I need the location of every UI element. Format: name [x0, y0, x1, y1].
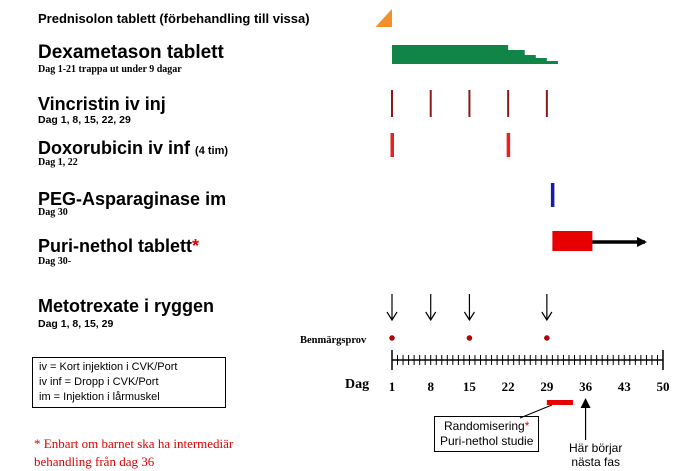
next-phase-line-1: Här börjar — [569, 441, 623, 455]
prednisolon-label: Prednisolon tablett (förbehandling till vissa) — [38, 11, 310, 26]
bone-marrow-sample-3 — [544, 336, 549, 341]
tick-label-29: 29 — [540, 379, 554, 394]
tick-label-50: 50 — [656, 379, 670, 394]
bone-marrow-label: Benmärgsprov — [300, 335, 367, 346]
purinethol-name: Puri-nethol tablett — [38, 236, 192, 256]
footnote — [34, 435, 233, 471]
next-phase-label — [569, 441, 622, 469]
tick-label-1: 1 — [388, 379, 396, 394]
legend-item-iv: iv = Kort injektion i CVK/Port — [39, 361, 178, 373]
doxorubicin-name: Doxorubicin iv inf — [38, 138, 191, 158]
randomization-title: Randomisering — [444, 419, 525, 433]
next-phase-arrow-head — [581, 398, 591, 408]
tick-label-36: 36 — [579, 379, 593, 394]
doxorubicin-dose-2 — [507, 133, 511, 157]
purinethol-bar — [552, 231, 592, 251]
dexametason-bar — [392, 45, 558, 64]
randomization-asterisk: * — [524, 419, 530, 433]
randomization-box — [434, 416, 539, 452]
tick-label-22: 22 — [501, 379, 515, 394]
dexametason-label: Dexametason tablett — [38, 42, 224, 63]
asparaginase-label: PEG-Asparaginase im — [38, 189, 227, 209]
metotrexate-detail: Dag 1, 8, 15, 29 — [38, 318, 114, 330]
dexametason-detail: Dag 1-21 trappa ut under 9 dagar — [38, 64, 182, 75]
tick-label-43: 43 — [617, 379, 631, 394]
purinethol-asterisk: * — [192, 236, 200, 256]
abbreviation-legend — [32, 357, 226, 408]
tick-label-15: 15 — [462, 379, 476, 394]
tick-label-8: 8 — [427, 379, 434, 394]
bone-marrow-sample-1 — [390, 336, 395, 341]
doxorubicin-dose-1 — [391, 133, 395, 157]
vincristin-label: Vincristin iv inj — [38, 94, 166, 114]
doxorubicin-detail: Dag 1, 22 — [38, 157, 78, 168]
vincristin-detail: Dag 1, 8, 15, 22, 29 — [38, 114, 131, 126]
metotrexate-label: Metotrexate i ryggen — [38, 296, 215, 316]
bone-marrow-sample-2 — [467, 336, 472, 341]
purinethol-detail: Dag 30- — [38, 256, 72, 267]
asparaginase-dose-1 — [551, 183, 555, 207]
randomization-subtitle: Puri-nethol studie — [440, 434, 534, 448]
axis-label: Dag — [345, 377, 370, 392]
doxorubicin-duration: (4 tim) — [195, 145, 229, 157]
randomization-period-bar — [547, 400, 573, 405]
asparaginase-detail: Dag 30 — [38, 207, 68, 218]
footnote-line-2: behandling från dag 36 — [34, 454, 155, 469]
legend-item-iv-inf: iv inf = Dropp i CVK/Port — [39, 376, 159, 388]
prednisolon-triangle — [375, 9, 392, 27]
legend-item-im: im = Injektion i lårmuskel — [39, 391, 160, 403]
footnote-line-1: * Enbart om barnet ska ha intermediär — [34, 436, 234, 451]
next-phase-line-2: nästa fas — [571, 455, 621, 469]
